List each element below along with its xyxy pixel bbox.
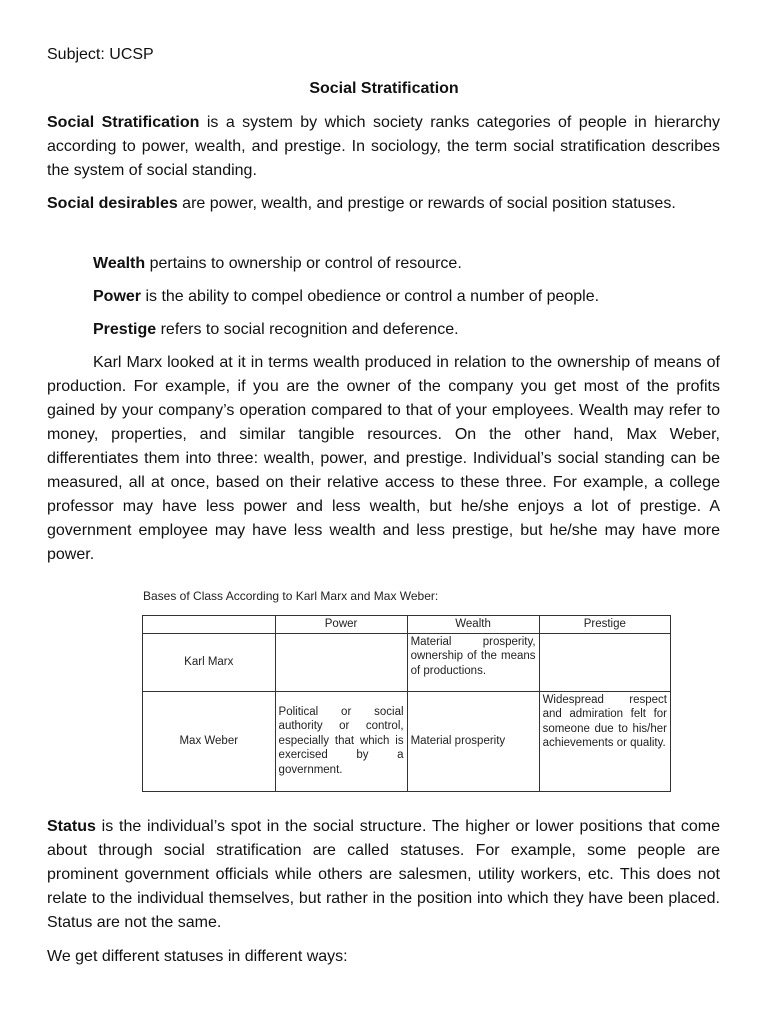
social-desirables-text: are power, wealth, and prestige or rewards of social position statuses. [177,195,676,212]
wealth-definition [93,253,462,275]
power-definition [93,286,599,308]
status-text: is the individual’s spot in the social structure. The higher or lower positions that come about through social stratification are called statuses. For example, some people are prominent government officials while others are salesmen, utility workers, etc. This does not relate to the individual themselves, but rather in the position into which they have been placed. Status are not the same. [47,818,720,931]
header-cell-prestige: Prestige [539,616,670,634]
table-row [143,691,671,791]
marx-weber-paragraph: Karl Marx looked at it in terms wealth produced in relation to the ownership of means of production. For example, if you are the owner of the company you get most of the profits gained by your company’s operation compared to that of your employees. Wealth may refer to money, properties, and similar tangible resources. On the other hand, Max Weber, differentiates them into three: wealth, power, and prestige. Individual’s social standing can be measured, all at once, based on their relative access to these three. For example, a college professor may have less power and less wealth, but he/she enjoys a lot of prestige. A government employee may have less wealth and less prestige, but he/she may have more power. [47,354,720,563]
definition-paragraph [47,111,720,183]
term-social-desirables: Social desirables [47,195,178,212]
definition-text: is a system by which society ranks categories of people in hierarchy according to power, wealth, and prestige. In sociology, the term social stratification describes the system of social standing. [47,114,720,179]
social-desirables-paragraph [47,192,720,216]
table-cell: Material prosperity [407,691,539,791]
header-cell-empty [143,616,276,634]
header-cell-wealth: Wealth [407,616,539,634]
document-title: Social Stratification [309,80,459,97]
prestige-text: refers to social recognition and deference. [156,321,459,338]
table-header-row [143,616,671,634]
term-status: Status [47,818,96,835]
bases-of-class-table [142,615,671,792]
header-cell-power: Power [275,616,407,634]
status-paragraph [47,815,720,935]
table-cell: Political or social authority or control, especially that which is exercised by a government. [275,691,407,791]
term-wealth: Wealth [93,255,146,272]
table-cell: Widespread respect and admiration felt for someone due to his/her achievements or quality. [539,691,670,791]
power-text: is the ability to compel obedience or control a number of people. [141,288,600,305]
wealth-text: pertains to ownership or control of resource. [145,255,462,272]
row-label-karl-marx: Karl Marx [143,633,276,691]
statuses-intro: We get different statuses in different ways: [47,948,348,965]
row-label-max-weber: Max Weber [143,691,276,791]
table-cell [539,633,670,691]
term-social-stratification: Social Stratification [47,114,200,131]
prestige-definition [93,319,459,341]
table-cell: Material prosperity, ownership of the means of productions. [407,633,539,691]
term-power: Power [93,288,142,305]
table-caption: Bases of Class According to Karl Marx and Max Weber: [143,589,439,603]
subject-line: Subject: UCSP [47,46,154,63]
table-row [143,633,671,691]
table-cell [275,633,407,691]
term-prestige: Prestige [93,321,157,338]
